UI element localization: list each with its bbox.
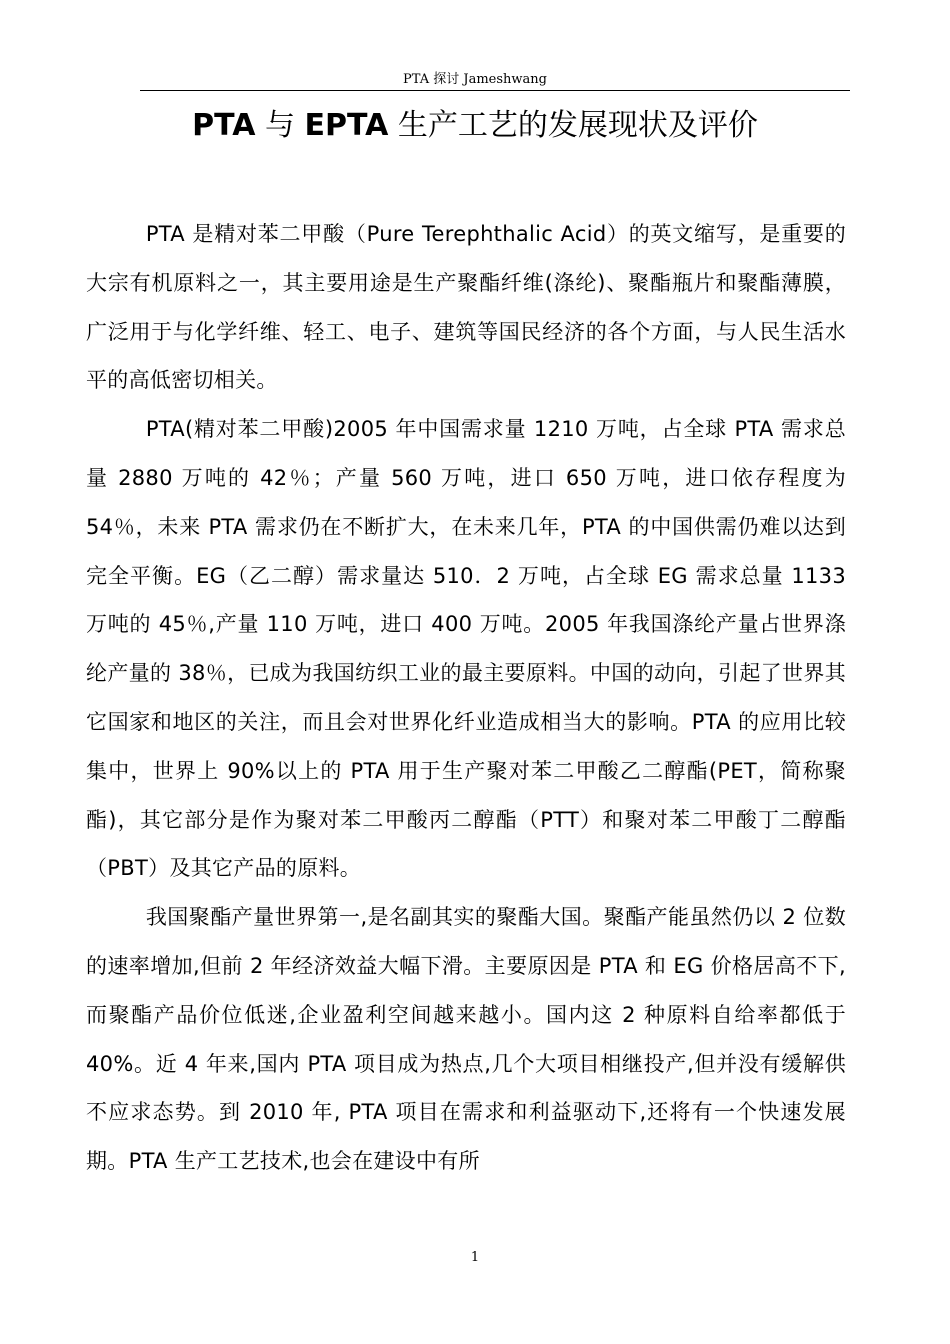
title-subject: 生产工艺的发展现状及评价 [388,108,758,143]
title-latin-pta: PTA [192,108,256,143]
title-connector: 与 [255,108,305,143]
document-title [0,104,950,148]
paragraph-market-demand: PTA(精对苯二甲酸)2005 年中国需求量 1210 万吨，占全球 PTA 需求总量 2880 万吨的 42％；产量 560 万吨，进口 650 万吨，进口依存程度为 54％，未来 PTA 需求仍在不断扩大，在未来几年，PTA 的中国供需仍难以达到完全平衡。EG（乙二醇）需求量达 510．2 万吨，占全球 EG 需求总量 1133 万吨的 45％,产量 110 万吨，进口 400 万吨。2005 年我国涤纶产量占世界涤纶产量的 38％，已成为我国纺织工业的最主要原料。中国的动向，引起了世界其它国家和地区的关注，而且会对世界化纤业造成相当大的影响。PTA 的应用比较集中，世界上 90%以上的 PTA 用于生产聚对苯二甲酸乙二醇酯(PET，简称聚酯)，其它部分是作为聚对苯二甲酸丙二醇酯（PTT）和聚对苯二甲酸丁二醇酯（PBT）及其它产品的原料。 [86,417,846,881]
page-number: 1 [470,1250,480,1265]
title-latin-epta: EPTA [304,108,389,143]
header-rule [140,90,850,91]
paragraph-pta-definition: PTA 是精对苯二甲酸（Pure Terephthalic Acid）的英文缩写，是重要的大宗有机原料之一，其主要用途是生产聚酯纤维(涤纶)、聚酯瓶片和聚酯薄膜，广泛用于与化学纤维、轻工、电子、建筑等国民经济的各个方面，与人民生活水平的高低密切相关。 [86,222,846,393]
paragraph-polyester-industry: 我国聚酯产量世界第一,是名副其实的聚酯大国。聚酯产能虽然仍以 2 位数的速率增加,但前 2 年经济效益大幅下滑。主要原因是 PTA 和 EG 价格居高不下,而聚酯产品价位低迷,企业盈利空间越来越小。国内这 2 种原料自给率都低于 40%。近 4 年来,国内 PTA 项目成为热点,几个大项目相继投产,但并没有缓解供不应求态势。到 2010 年, PTA 项目在需求和利益驱动下,还将有一个快速发展期。PTA 生产工艺技术,也会在建设中有所 [86,905,846,1174]
document-body [86,210,846,1186]
running-header: PTA 探讨 Jameshwang [403,72,547,87]
